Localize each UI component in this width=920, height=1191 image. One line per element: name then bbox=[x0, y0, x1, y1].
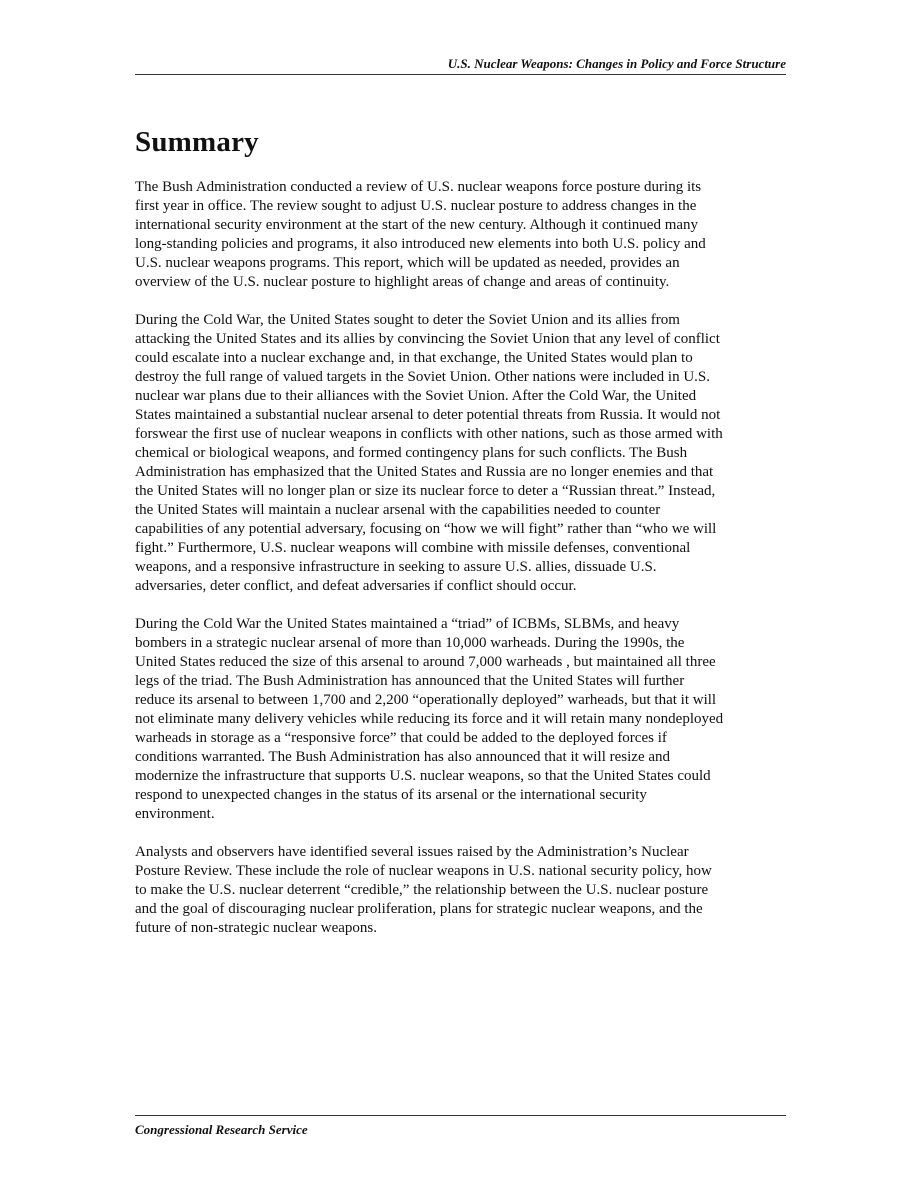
running-title: U.S. Nuclear Weapons: Changes in Policy and Force Structure bbox=[447, 56, 786, 71]
paragraph-intro: The Bush Administration conducted a review of U.S. nuclear weapons force posture during its first year in office. The review sought to adjust U.S. nuclear posture to address changes in the international security environment at the start of the new century. Although it continued many long-standing policies and programs, it also introduced new elements into both U.S. policy and U.S. nuclear weapons programs. This report, which will be updated as needed, provides an overview of the U.S. nuclear posture to highlight areas of change and areas of continuity. bbox=[135, 179, 706, 290]
page-title: Summary bbox=[135, 126, 259, 158]
footer-text: Congressional Research Service bbox=[135, 1122, 308, 1137]
paragraph-cold-war-deterrence: During the Cold War, the United States sought to deter the Soviet Union and its allies from attacking the United States and its allies by convincing the Soviet Union that any level of conflict could escalate into a nuclear exchange and, in that exchange, the United States would plan to destroy the full range of valued targets in the Soviet Union. Other nations were included in U.S. nuclear war plans due to their alliances with the Soviet Union. After the Cold War, the United States maintained a substantial nuclear arsenal to deter potential threats from Russia. It would not forswear the first use of nuclear weapons in conflicts with other nations, such as those armed with chemical or biological weapons, and formed contingency plans for such conflicts. The Bush Administration has emphasized that the United States and Russia are no longer enemies and that the United States will no longer plan or size its nuclear force to deter a “Russian threat.” Instead, the United States will maintain a nuclear arsenal with the capabilities needed to counter capabilities of any potential adversary, focusing on “how we will fight” rather than “who we will fight.” Furthermore, U.S. nuclear weapons will combine with missile defenses, conventional weapons, and a responsive infrastructure in seeking to assure U.S. allies, dissuade U.S. adversaries, deter conflict, and defeat adversaries if conflict should occur. bbox=[135, 312, 723, 594]
page-footer bbox=[135, 1115, 786, 1139]
page-header bbox=[135, 55, 786, 75]
paragraph-triad: During the Cold War the United States maintained a “triad” of ICBMs, SLBMs, and heavy bombers in a strategic nuclear arsenal of more than 10,000 warheads. During the 1990s, the United States reduced the size of this arsenal to around 7,000 warheads , but maintained all three legs of the triad. The Bush Administration has announced that the United States will further reduce its arsenal to between 1,700 and 2,200 “operationally deployed” warheads, but that it will not eliminate many delivery vehicles while reducing its force and it will retain many nondeployed warheads in storage as a “responsive force” that could be added to the deployed forces if conditions warranted. The Bush Administration has also announced that it will resize and modernize the infrastructure that supports U.S. nuclear weapons, so that the United States could respond to unexpected changes in the status of its arsenal or the international security environment. bbox=[135, 616, 724, 822]
paragraph-issues: Analysts and observers have identified several issues raised by the Administration’s Nuclear Posture Review. These include the role of nuclear weapons in U.S. national security policy, how to make the U.S. nuclear deterrent “credible,” the relationship between the U.S. nuclear posture and the goal of discouraging nuclear proliferation, plans for strategic nuclear weapons, and the future of non-strategic nuclear weapons. bbox=[135, 844, 712, 936]
summary-body bbox=[135, 178, 790, 957]
